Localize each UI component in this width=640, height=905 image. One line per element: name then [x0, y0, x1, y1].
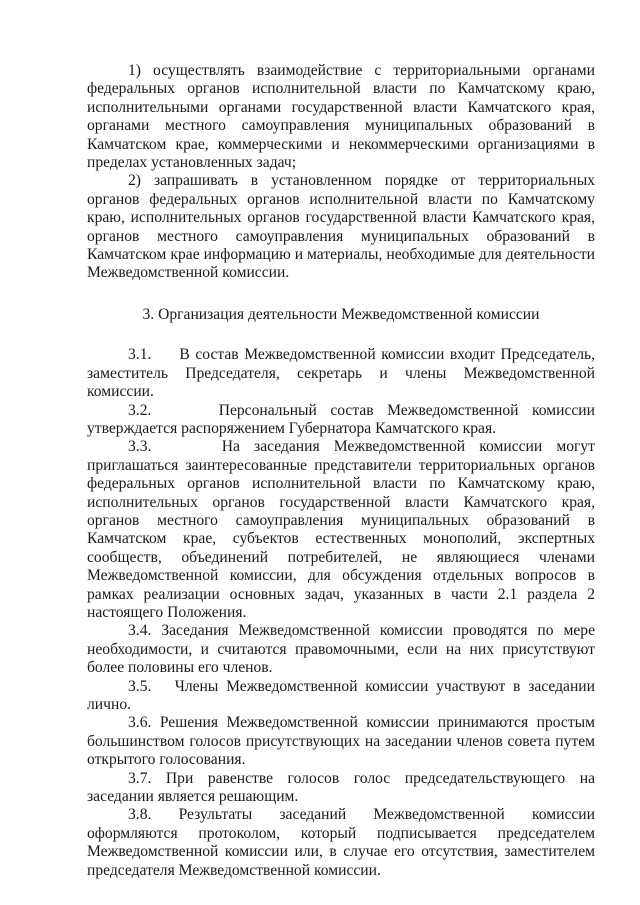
clause-number: 3.1.	[128, 346, 152, 364]
clause-3-8	[87, 806, 595, 880]
list-item: 2) запрашивать в установленном порядке от территориальных органов федеральных органов исполнительной власти по Камчатскому краю, исполнительных органов государственной власти Камчатского края, органов местного самоуправления муниципальных образований в Камчатском крае информацию и материалы, необходимые для деятельности Межведомственной комиссии.	[87, 172, 595, 282]
clause-number: 3.6.	[128, 714, 152, 732]
clause-text: Результаты заседаний Межведомственной комиссии оформляются протоколом, который подписывается председателем Межведомственной комиссии или, в случае его отсутствия, заместителем председателя Межведомственной комиссии.	[87, 806, 595, 879]
clause-3-4	[87, 622, 595, 677]
clause-3-7	[87, 770, 595, 807]
list-item: 1) осуществлять взаимодействие с территориальными органами федеральных органов исполнительной власти по Камчатскому краю, исполнительными органами государственной власти Камчатского края, органами местного самоуправления муниципальных образований в Камчатском крае, коммерческими и некоммерческими организациями в пределах установленных задач;	[87, 62, 595, 172]
clause-number: 3.4.	[128, 622, 152, 640]
clause-number: 3.3.	[128, 438, 152, 456]
clause-number: 3.2.	[128, 401, 152, 419]
clause-text: В состав Межведомственной комиссии входит Председатель, заместитель Председателя, секретарь и члены Межведомственной комиссии.	[87, 346, 595, 401]
clause-3-3	[87, 438, 595, 622]
clause-number: 3.8.	[128, 806, 152, 824]
clause-text: Решения Межведомственной комиссии принимаются простым большинством голосов присутствующих на заседании членов совета путем открытого голосования.	[87, 714, 595, 769]
clause-3-6	[87, 714, 595, 769]
clause-text: При равенстве голосов голос председательствующего на заседании является решающим.	[87, 769, 595, 806]
section-heading: 3. Организация деятельности Межведомственной комиссии	[142, 305, 540, 323]
clause-number: 3.5.	[128, 677, 152, 695]
clause-text: Заседания Межведомственной комиссии проводятся по мере необходимости, и считаются правомочными, если на них присутствуют более половины его членов.	[87, 622, 595, 677]
document-page	[87, 62, 595, 880]
clause-number: 3.7.	[128, 769, 152, 787]
clause-text: На заседания Межведомственной комиссии могут приглашаться заинтересованные представители территориальных органов федеральных органов исполнительной власти по Камчатскому краю, исполнительных органов государственной власти Камчатского края, органов местного самоуправления муниципальных образований в Камчатском крае, субъектов естественных монополий, экспертных сообществ, объединений потребителей, не являющиеся членами Межведомственной комиссии, для обсуждения отдельных вопросов в рамках реализации основных задач, указанных в части 2.1 раздела 2 настоящего Положения.	[87, 438, 595, 621]
clause-3-1	[87, 346, 595, 401]
clause-3-2	[87, 402, 595, 439]
clause-3-5	[87, 678, 595, 715]
clause-text: Персональный состав Межведомственной комиссии утверждается распоряжением Губернатора Камчатского края.	[87, 401, 595, 437]
clause-text: Члены Межведомственной комиссии участвуют в заседании лично.	[87, 677, 595, 713]
